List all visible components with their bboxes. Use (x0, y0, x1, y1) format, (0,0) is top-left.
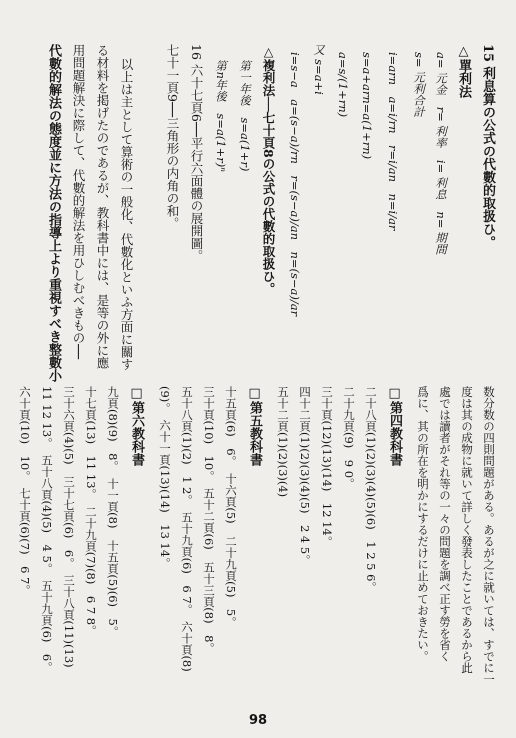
compound-interest-heading: △複利法──七十頁8の公式の代數的取扱ひ。 (261, 44, 276, 296)
paragraph-col-1: 以上は主として算術の一般化、代數化といふ方面に關す (119, 58, 134, 371)
top-col-7: 二十九頁(9) 9 0。 (342, 386, 356, 490)
formula-simple-4: 又 s=a+i (312, 44, 326, 95)
top-col-10: 五十二頁(1)(2)(3)(4) (276, 386, 290, 498)
top-col-6: 二十八頁(1)(2)(3)(4)(5)(6) 1 2 5 6。 (364, 386, 378, 593)
formula-compound-2: 第n年後 s=a(1+r)ⁿ (214, 60, 228, 172)
section-15-heading: 15 利息算の公式の代數的取扱ひ。 (480, 44, 495, 249)
simple-interest-heading: △單利法 (456, 44, 471, 98)
top-col-13: 三十頁(10) 10。 五十二頁(6) 五十三頁(8) 8。 (202, 386, 216, 654)
formula-simple-3: a=s/(1+rn) (336, 52, 350, 118)
top-col-2: 度は其の成物に就いて詳しく發表したことであるから此 (460, 386, 474, 674)
textbook-5-heading: □第五教科書 (247, 386, 262, 466)
textbook-4-heading: □第四教科書 (387, 386, 402, 466)
formula-total: s= 元利合計 (412, 52, 426, 118)
paragraph-col-2: る材料を掲げたのであるが、教科書中には、是等の外に應 (95, 44, 110, 369)
formula-definitions: a= 元金 r= 利率 i= 利息 n= 期間 (434, 52, 448, 256)
formula-compound-1: 第一年後 s=a(1+r) (238, 60, 252, 172)
top-col-4: 爲に、其の所在を明かにするだけに止めておきたい。 (416, 386, 430, 662)
formula-simple-2: s=a+arn=a(1+rn) (360, 52, 374, 160)
top-col-19: 三十六頁(4)(5) 三十七頁(6) 6。 三十八頁(11)(13) (62, 386, 76, 668)
top-col-17: 九頁(8)(9) 8。 十一頁(8) 十五頁(5)(6) 5。 (106, 386, 120, 638)
paragraph-col-3: 用問題解決に際して、代數的解法を用ひしむべきもの── (71, 44, 86, 360)
top-col-15: (9)。 六十一頁(13)(14) 13 14。 (158, 386, 172, 569)
top-col-21: 六十頁(10) 10。 七十頁(6)(7) 6 7。 (18, 386, 32, 596)
top-col-18: 十七頁(13) 11 13。 二十九頁(7)(8) 6 7 8。 (84, 386, 98, 637)
top-col-14: 五十八頁(1)(2) 1 2。 五十九頁(6) 6 7。 六十頁(8) (180, 386, 194, 672)
top-col-9: 四十二頁(1)(2)(3)(4)(5) 2 4 5。 (298, 386, 312, 566)
section-16-line-2: 七十一頁9──三角形の内角の和。 (165, 44, 180, 230)
textbook-6-heading: □第六教科書 (129, 386, 144, 466)
formula-simple-5: i=s−a a=(s−a)/rn r=(s−a)/an n=(s−a)/ar (288, 52, 302, 317)
section-16-line: 16 六十七頁6──平行六面體の展開圖。 (189, 44, 204, 262)
top-col-3: 處では讀者がそれ等の一々の問題を調べ正す勞を省く (438, 386, 452, 662)
top-col-12: 十五頁(6) 6。 十六頁(5) 二十九頁(5) 5。 (224, 386, 238, 628)
top-col-8: 三十頁(12)(13)(14) 12 14。 (320, 386, 334, 548)
top-col-1: 数分数の四則問題がある。あるが之に就いては、すでに一 (482, 386, 496, 685)
paragraph-col-4: 代數的解法の態度並に方法の指導上より重視すべき整數小 (46, 44, 61, 382)
top-col-20: 11 12 13。 五十八頁(4)(5) 4 5。 五十九頁(6) 6。 (40, 386, 54, 673)
formula-simple-1: i=arn a=i/rn r=i/an n=i/ar (386, 52, 400, 231)
page-number: 98 (248, 713, 268, 728)
